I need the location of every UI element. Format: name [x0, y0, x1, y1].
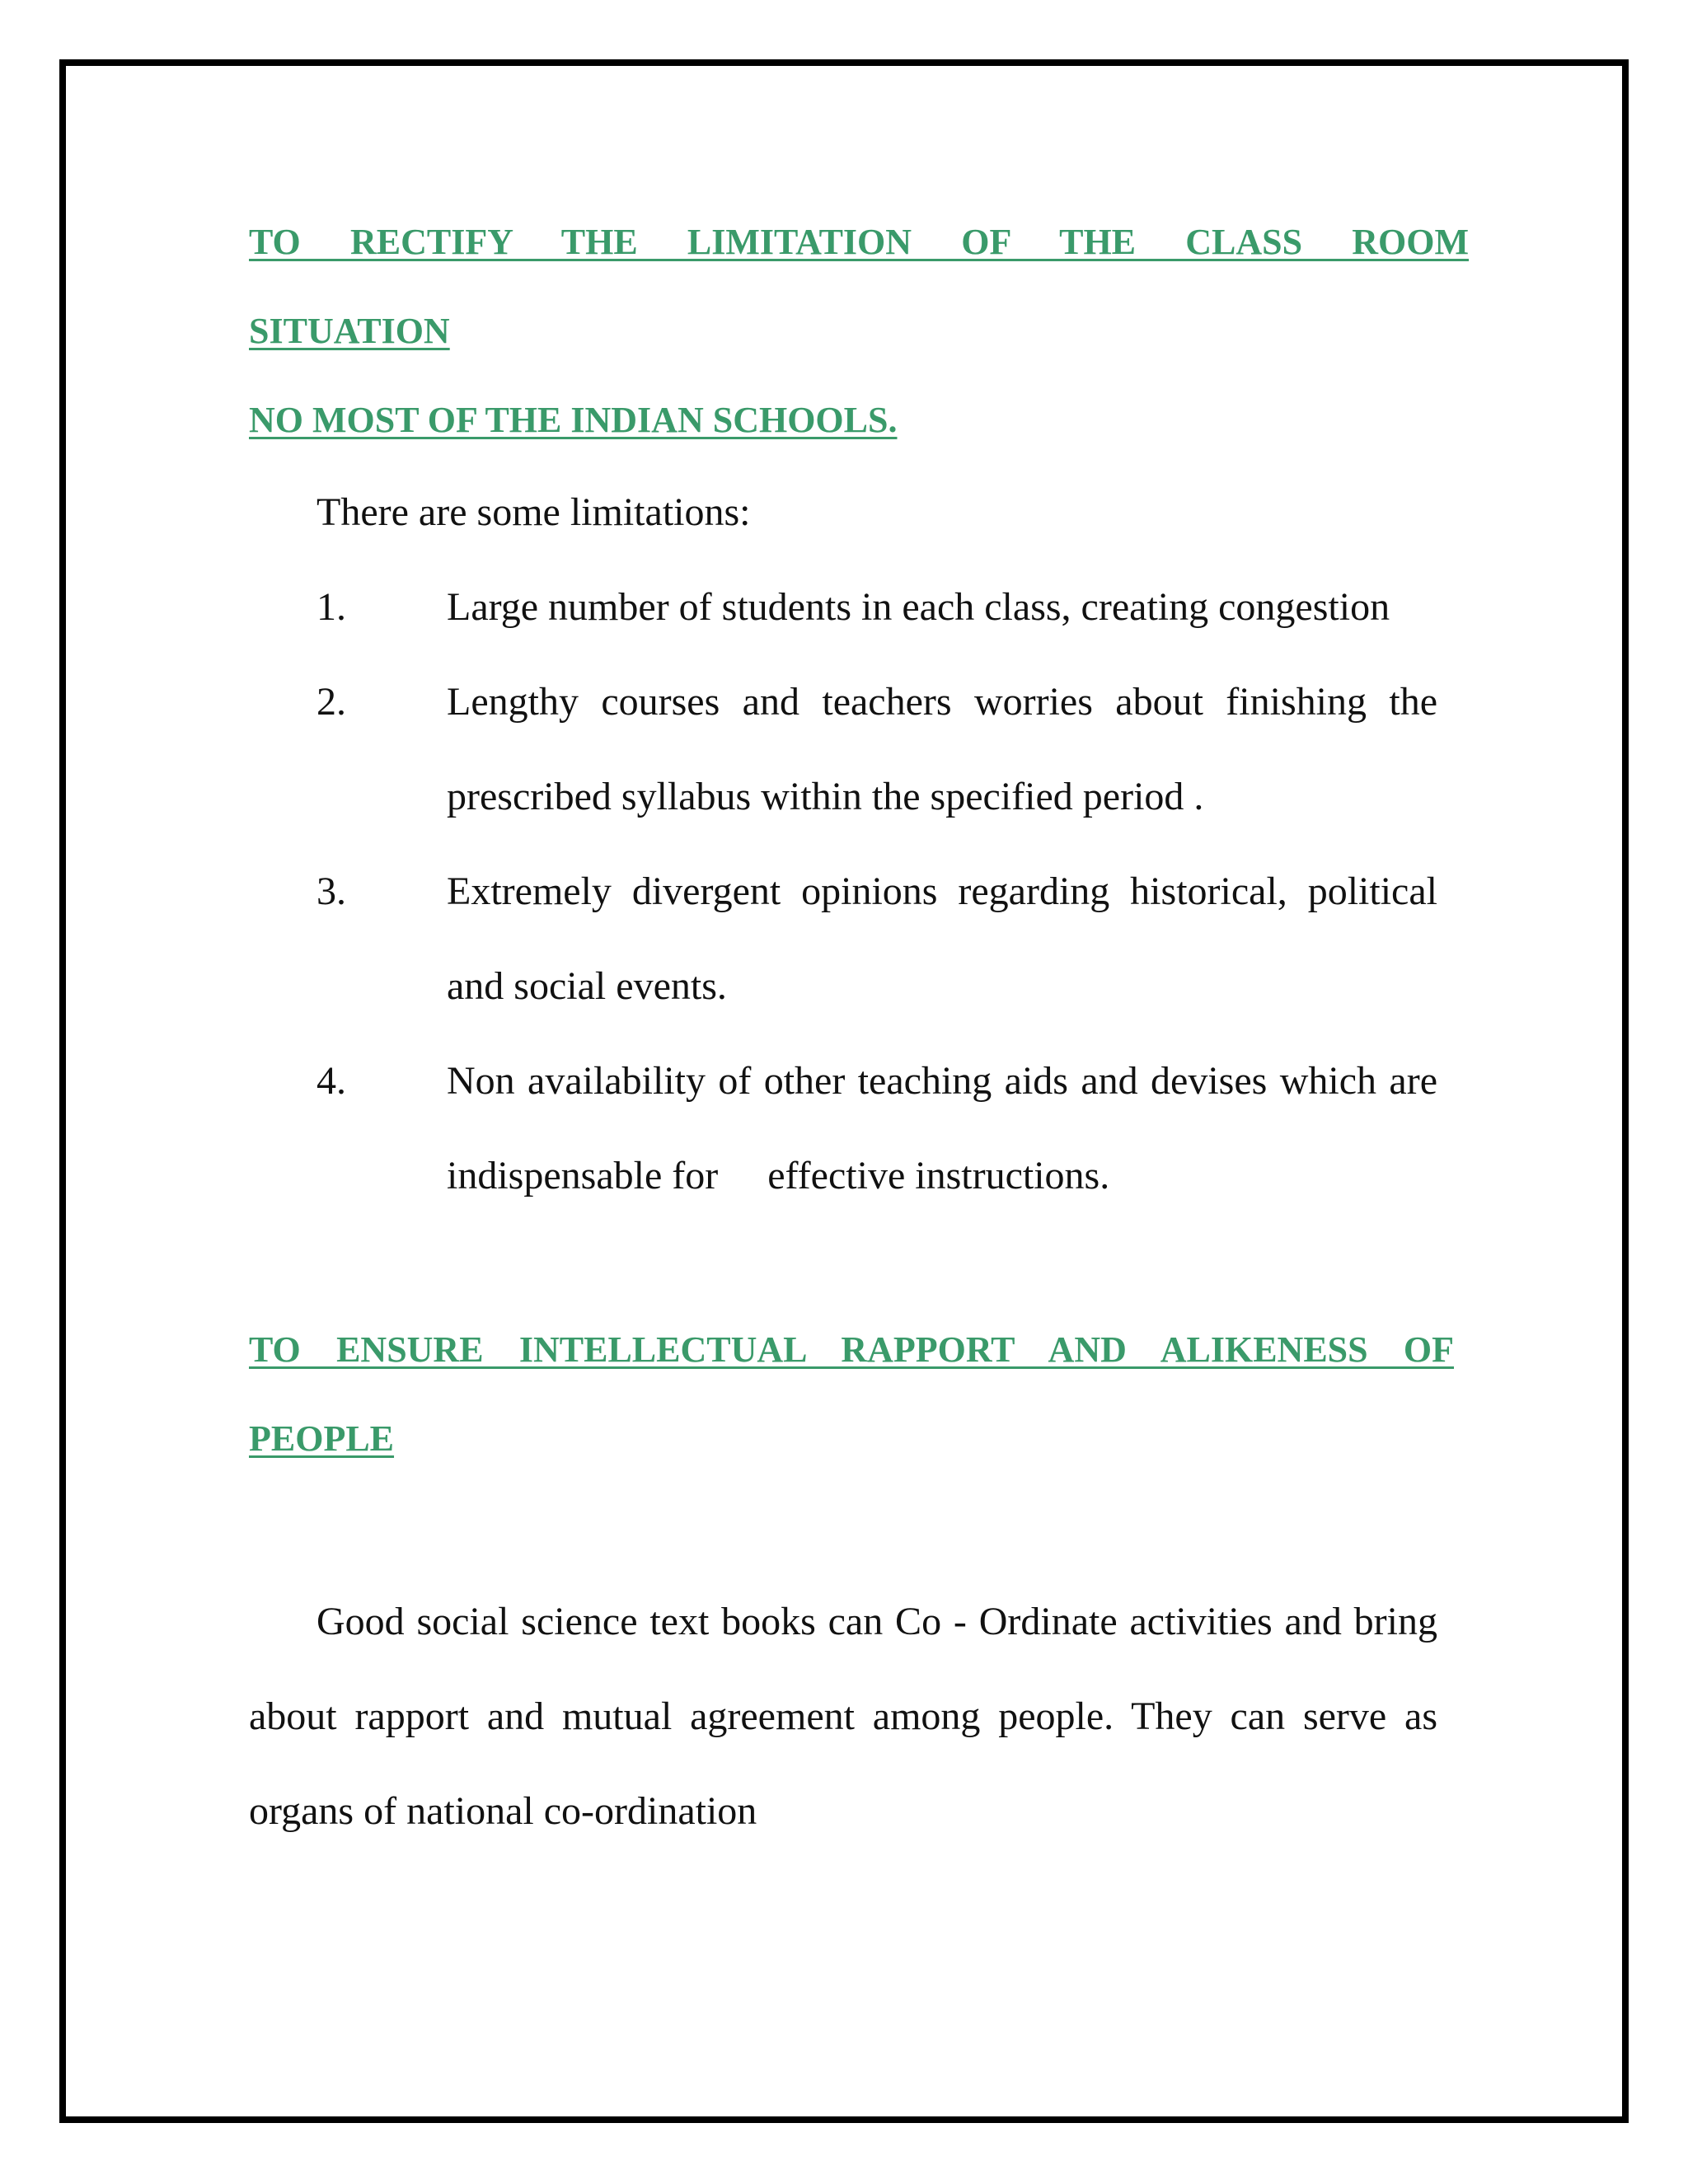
section1-heading: [249, 198, 1469, 465]
list-item-text: Extremely divergent opinions regarding historical, political and social events.: [447, 869, 1437, 1008]
section2-heading-line1: TO ENSURE INTELLECTUAL RAPPORT AND ALIKENESS OF: [249, 1329, 1454, 1370]
section1-heading-line1: TO RECTIFY THE LIMITATION OF THE CLASS ROOM: [249, 222, 1469, 262]
list-item-number: 1.: [316, 585, 346, 629]
list-item-text: Large number of students in each class, creating congestion: [447, 585, 1390, 629]
list-item: [249, 560, 1437, 654]
section2-paragraph: Good social science text books can Co - Ordinate activities and bring about rapport and mutual agreement among people. They can serve as organs of national co-ordination: [249, 1600, 1437, 1833]
list-item: [249, 1033, 1447, 1223]
list-item-text: Lengthy courses and teachers worries about finishing the prescribed syllabus within the specified period .: [447, 680, 1437, 818]
document-content: [249, 198, 1469, 1858]
list-item: [249, 844, 1437, 1033]
list-item-text: Non availability of other teaching aids and devises which are indispensable for effective instructions.: [447, 1059, 1447, 1197]
list-item-number: 4.: [316, 1059, 346, 1103]
list-item: [249, 654, 1437, 844]
section2-heading: [249, 1305, 1454, 1483]
section1-heading-line2: SITUATION: [249, 311, 450, 351]
section1-intro: There are some limitations:: [316, 490, 751, 534]
list-item-number: 2.: [316, 680, 346, 724]
section1-heading-line3: NO MOST OF THE INDIAN SCHOOLS.: [249, 400, 898, 440]
limitations-list: [249, 560, 1447, 1223]
section2-heading-line2: PEOPLE: [249, 1418, 395, 1459]
list-item-number: 3.: [316, 869, 346, 913]
